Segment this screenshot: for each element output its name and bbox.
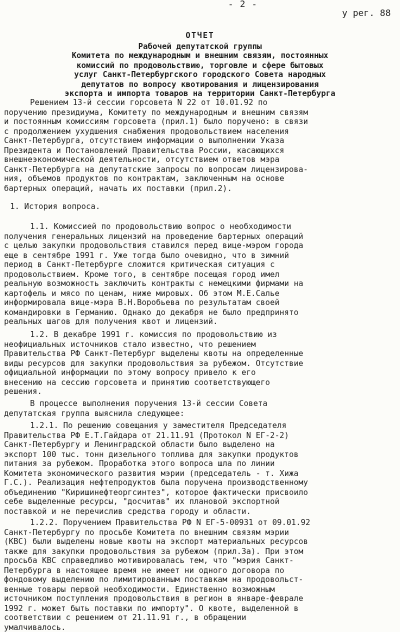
text-line: получения генеральных лицензий на проведение бартерных операций <box>4 231 304 241</box>
text-line: экспорт 100 тыс. тонн дизельного топлива для закупки продуктов <box>4 449 299 459</box>
text-line: венные товары первой необходимости. Единственно возможным <box>4 584 275 594</box>
paragraph-1-2-1 <box>4 421 392 516</box>
report-title: ОТЧЕТ <box>185 31 215 40</box>
registration-mark: у рег. 88 <box>342 9 391 19</box>
text-line: реальных шагов для получения квот и лицензий. <box>4 317 218 326</box>
report-header <box>20 31 380 99</box>
section-heading: 1. История вопроса. <box>10 202 101 211</box>
text-line: Правительства РФ Е.Т.Гайдара от 21.11.91 (Протокол N ЕГ-2-2) <box>4 430 290 440</box>
text-line: картофель и мясо по ценам, ниже мировых. Об этом М.Е.Салье <box>4 288 280 298</box>
text-line: Санкт-Петербурга, отсутствием информации о выполнении Указа <box>4 136 285 145</box>
text-line: (КВС) были выделены новые квоты на экспорт материальных ресурсов <box>4 537 309 546</box>
text-line: Правительства РФ Санкт-Петербург выделены квоты на определенные <box>4 349 304 358</box>
text-line: решения. <box>4 387 43 396</box>
text-line: Г.С.). Реализация нефтепродуктов была поручена производственному <box>4 478 309 487</box>
text-line: объединению "Киришинефтеоргсинтез", которое фактически присвоило <box>4 487 309 497</box>
header-line: Рабочей депутатской группы <box>138 41 262 51</box>
text-line: командировки в Германию. Однако до декабря не было предпринято <box>4 307 299 317</box>
text-line: соответствии с решением от 21.11.91 г., в обращении <box>4 613 247 622</box>
text-line: 1.2. В декабре 1991 г. комиссия по продовольствию из <box>30 330 278 339</box>
text-line: период в Санкт-Петербурге сложится критическая ситуация с <box>4 260 275 269</box>
text-line: депутатская группа выяснила следующее: <box>4 408 185 418</box>
text-line: ния, объемов продуктов по контрактам, заключенным на основе <box>4 174 285 183</box>
header-line: депутатов по вопросу квотирования и лицензирования <box>81 79 319 89</box>
header-line: Комитета по международным и внешним связям, постоянных <box>71 51 329 60</box>
page-marker: - 2 - <box>228 0 258 10</box>
text-line: внесению на сессию горсовета и принятию соответствующего <box>4 377 271 387</box>
text-line: Решением 13-й сессии горсовета N 22 от 10.01.92 по <box>30 98 268 107</box>
text-line: Санкт-Петербургу и Ленинградской области было выделено на <box>4 440 275 449</box>
paragraph-1-2 <box>4 330 392 397</box>
text-line: реальную возможность заключить контракты с немецкими фирмами на <box>4 279 304 288</box>
text-line: виды ресурсов для закупки продовольствия за рубежом. Отсутствие <box>4 358 304 368</box>
text-line: с целью закупки продовольствия ставился перед вице-мэром города <box>4 241 304 250</box>
text-line: Санкт-Петербурга на депутатские запросы по вопросам лицензирова- <box>4 164 309 174</box>
text-line: и постоянным комиссиям горсовета (прил.1) было поручено: в связи <box>4 117 309 126</box>
paragraph-1-2-2 <box>4 518 392 632</box>
text-line: 1.2.1. По решению совещания у заместителя Председателя <box>30 421 287 430</box>
intro-paragraph <box>4 98 392 193</box>
text-line: фондовому выделению по лимитированным поставкам на продовольст- <box>4 575 304 584</box>
header-line: экспорта и импорта товаров на территории Санкт-Петербурга <box>64 89 336 98</box>
text-line: официальной информации по этому вопросу привело к его <box>4 368 256 377</box>
text-line: Петербурга в настоящее время не имеет ни одного договора по <box>4 565 285 575</box>
text-line: себе выделенные ресурсы, "досчитав" их плановой экспортной <box>4 497 280 506</box>
text-line: просьба КВС справедливо мотивировалась тем, что "мэрия Санкт- <box>4 556 294 565</box>
text-line: информировала вице-мэра В.Н.Воробьева по результатам своей <box>4 298 280 307</box>
text-line: Комитета экономического развития мэрии (председатель - т. Хижа <box>4 468 299 478</box>
text-line: питания за рубежом. Проработка этого вопроса шла по линии <box>4 459 275 468</box>
text-line: 1992 г. может быть поставки по импорту". О квоте, выделенной в <box>4 603 299 613</box>
section-1-heading <box>4 202 392 212</box>
text-line: поручению президиума, Комитету по международным и внешним связям <box>4 107 309 117</box>
text-line: продовольствием. Кроме того, в сентябре посещая город имел <box>4 269 280 279</box>
text-line: Президента и Постановлений Правительства России, касающихся <box>4 145 285 155</box>
text-line: бартерных операций, начать их поставки (прил.2). <box>4 183 233 193</box>
header-line: услуг Санкт-Петербургского городского Совета народных <box>74 70 326 79</box>
text-line: также для закупки продовольствия за рубежом (прил.3а). При этом <box>4 546 304 556</box>
text-line: В процессе выполнения поручения 13-й сессии Совета <box>30 399 268 408</box>
text-line: 1.2.2. Поручением Правительства РФ N ЕГ-5-00931 от 09.01.92 <box>30 518 311 527</box>
text-line: поставкой и не перечислив средства городу и области. <box>4 506 252 516</box>
text-line: еще в сентябре 1991 г. Уже тогда было очевидно, что в зимний <box>4 250 290 260</box>
text-line: неофициальных источников стало известно, что решением <box>4 339 256 349</box>
text-line: с продолжением ухудшения снабжения продовольствием населения <box>4 126 290 136</box>
paragraph-process <box>4 399 392 418</box>
text-line: умалчивалось. <box>4 622 66 632</box>
text-line: внешнеэкономической деятельности, отсутствием ответов мэра <box>4 155 280 164</box>
header-line: комиссий по продовольствию, торговле и сфере бытовых <box>76 60 324 70</box>
paragraph-1-1 <box>4 222 392 327</box>
text-line: 1.1. Комиссией по продовольствию вопрос о необходимости <box>30 222 292 231</box>
text-line: источником поступления продовольствия в регион в январе-феврале <box>4 594 304 603</box>
text-line: Санкт-Петербургу по просьбе Комитета по внешним связям мэрии <box>4 527 290 537</box>
